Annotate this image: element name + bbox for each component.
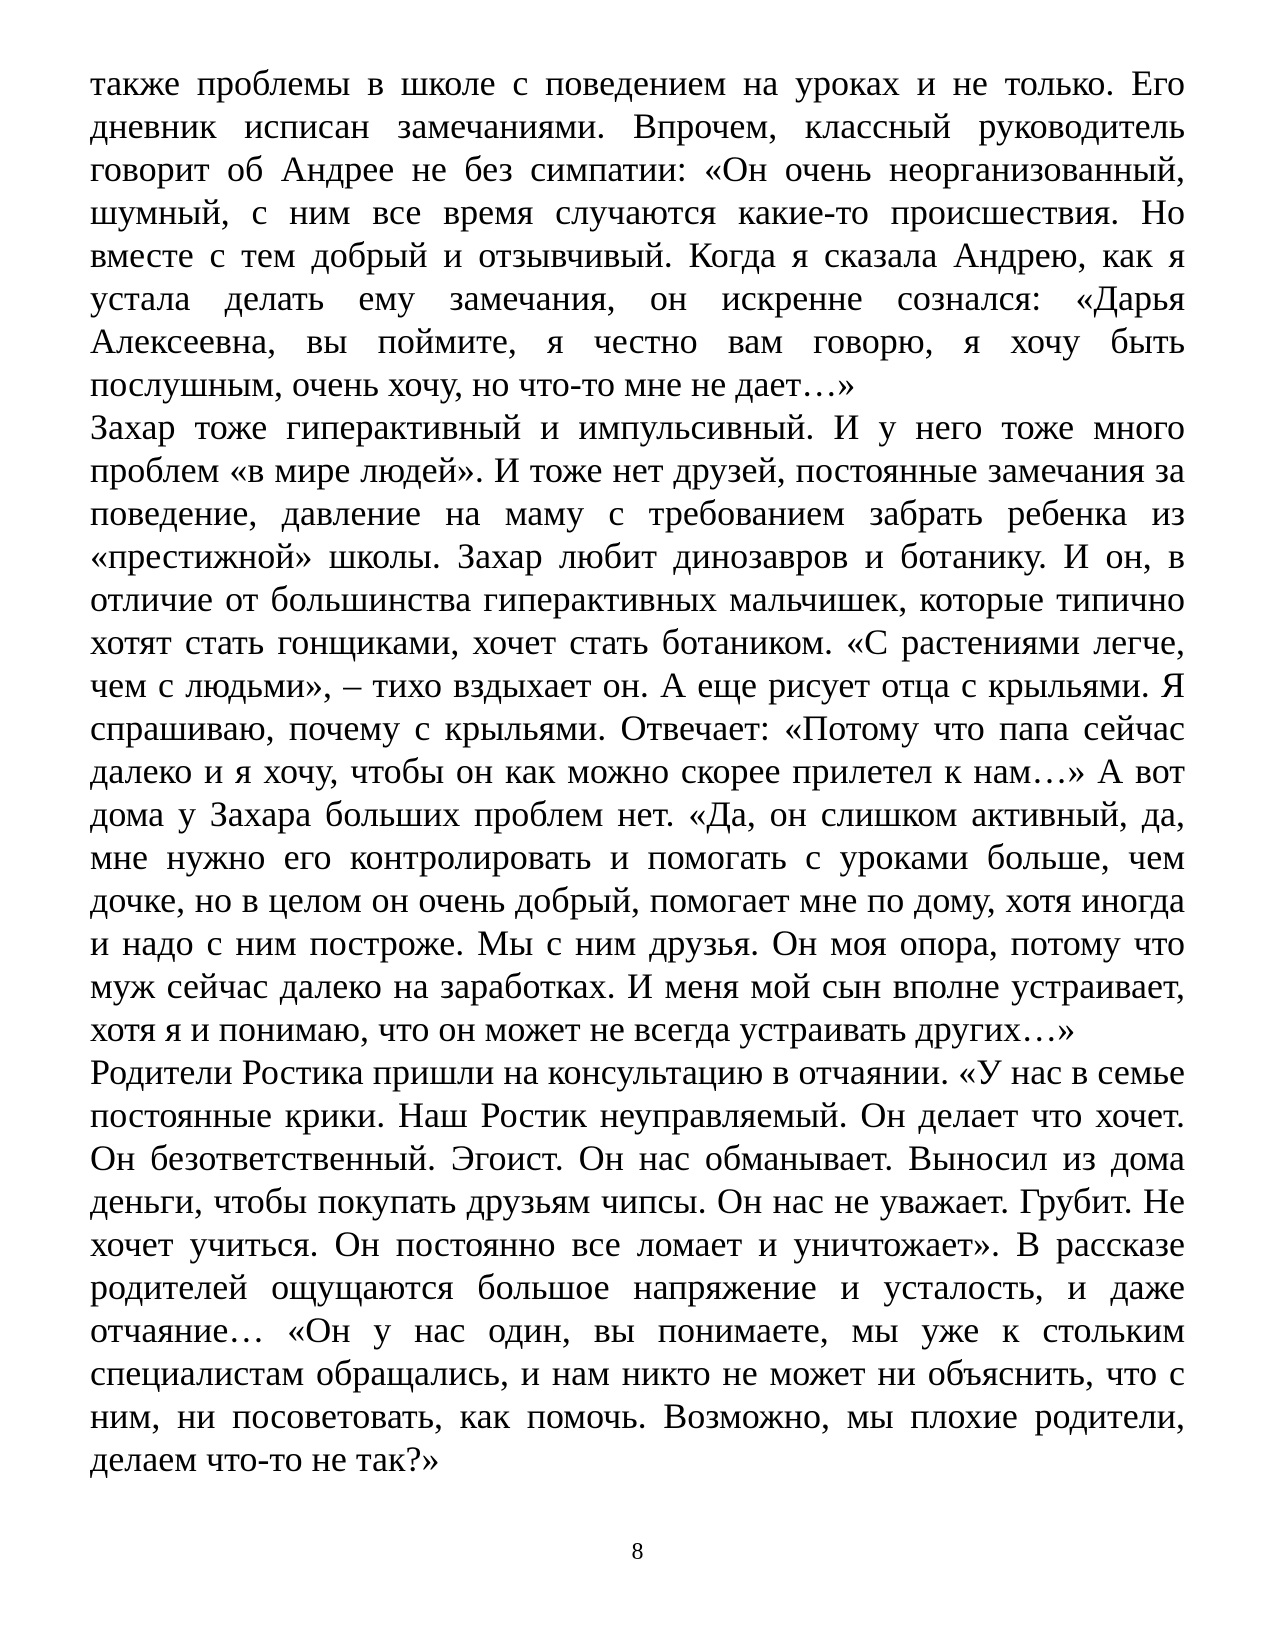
paragraph-zakhar: Захар тоже гиперактивный и импульсивный. И у него тоже много проблем «в мире людей». И тоже нет друзей, постоянные замечания за поведение, давление на маму с требованием забрать ребенка из «престижной» школы. Захар любит динозавров и ботанику. И он, в отличие от большинства гиперактивных мальчишек, которые типично хотят стать гонщиками, хочет стать ботаником. «С растениями легче, чем с людьми», – тихо вздыхает он. А еще рисует отца с крыльями. Я спрашиваю, почему с крыльями. Отвечает: «Потому что папа сейчас далеко и я хочу, чтобы он как можно скорее прилетел к нам…» А вот дома у Захара больших проблем нет. «Да, он слишком активный, да, мне нужно его контролировать и помогать с уроками больше, чем дочке, но в целом он очень добрый, помогает мне по дому, хотя иногда и надо с ним построже. Мы с ним друзья. Он моя опора, потому что муж сейчас далеко на заработках. И меня мой сын вполне устраивает, хотя я и понимаю, что он может не всегда устраивать других…» xyxy=(90,407,1185,1049)
page-number: 8 xyxy=(631,1539,644,1565)
paragraph-andrey: также проблемы в школе с поведением на уроках и не только. Его дневник исписан замечаниями. Впрочем, классный руководитель говорит об Андрее не без симпатии: «Он очень неорганизованный, шумный, с ним все время случаются какие-то происшествия. Но вместе с тем добрый и отзывчивый. Когда я сказала Андрею, как я устала делать ему замечания, он искренне сознался: «Дарья Алексеевна, вы поймите, я честно вам говорю, я хочу быть послушным, очень хочу, но что-то мне не дает…» xyxy=(90,63,1185,404)
paragraph-rostik: Родители Ростика пришли на консультацию в отчаянии. «У нас в семье постоянные крики. Наш Ростик неуправляемый. Он делает что хочет. Он безответственный. Эгоист. Он нас обманывает. Выносил из дома деньги, чтобы покупать друзьям чипсы. Он нас не уважает. Грубит. Не хочет учиться. Он постоянно все ломает и уничтожает». В рассказе родителей ощущаются большое напряжение и усталость, и даже отчаяние… «Он у нас один, вы понимаете, мы уже к стольким специалистам обращались, и нам никто не может ни объяснить, что с ним, ни посоветовать, как помочь. Возможно, мы плохие родители, делаем что-то не так?» xyxy=(90,1052,1185,1479)
document-text xyxy=(90,62,1185,1481)
